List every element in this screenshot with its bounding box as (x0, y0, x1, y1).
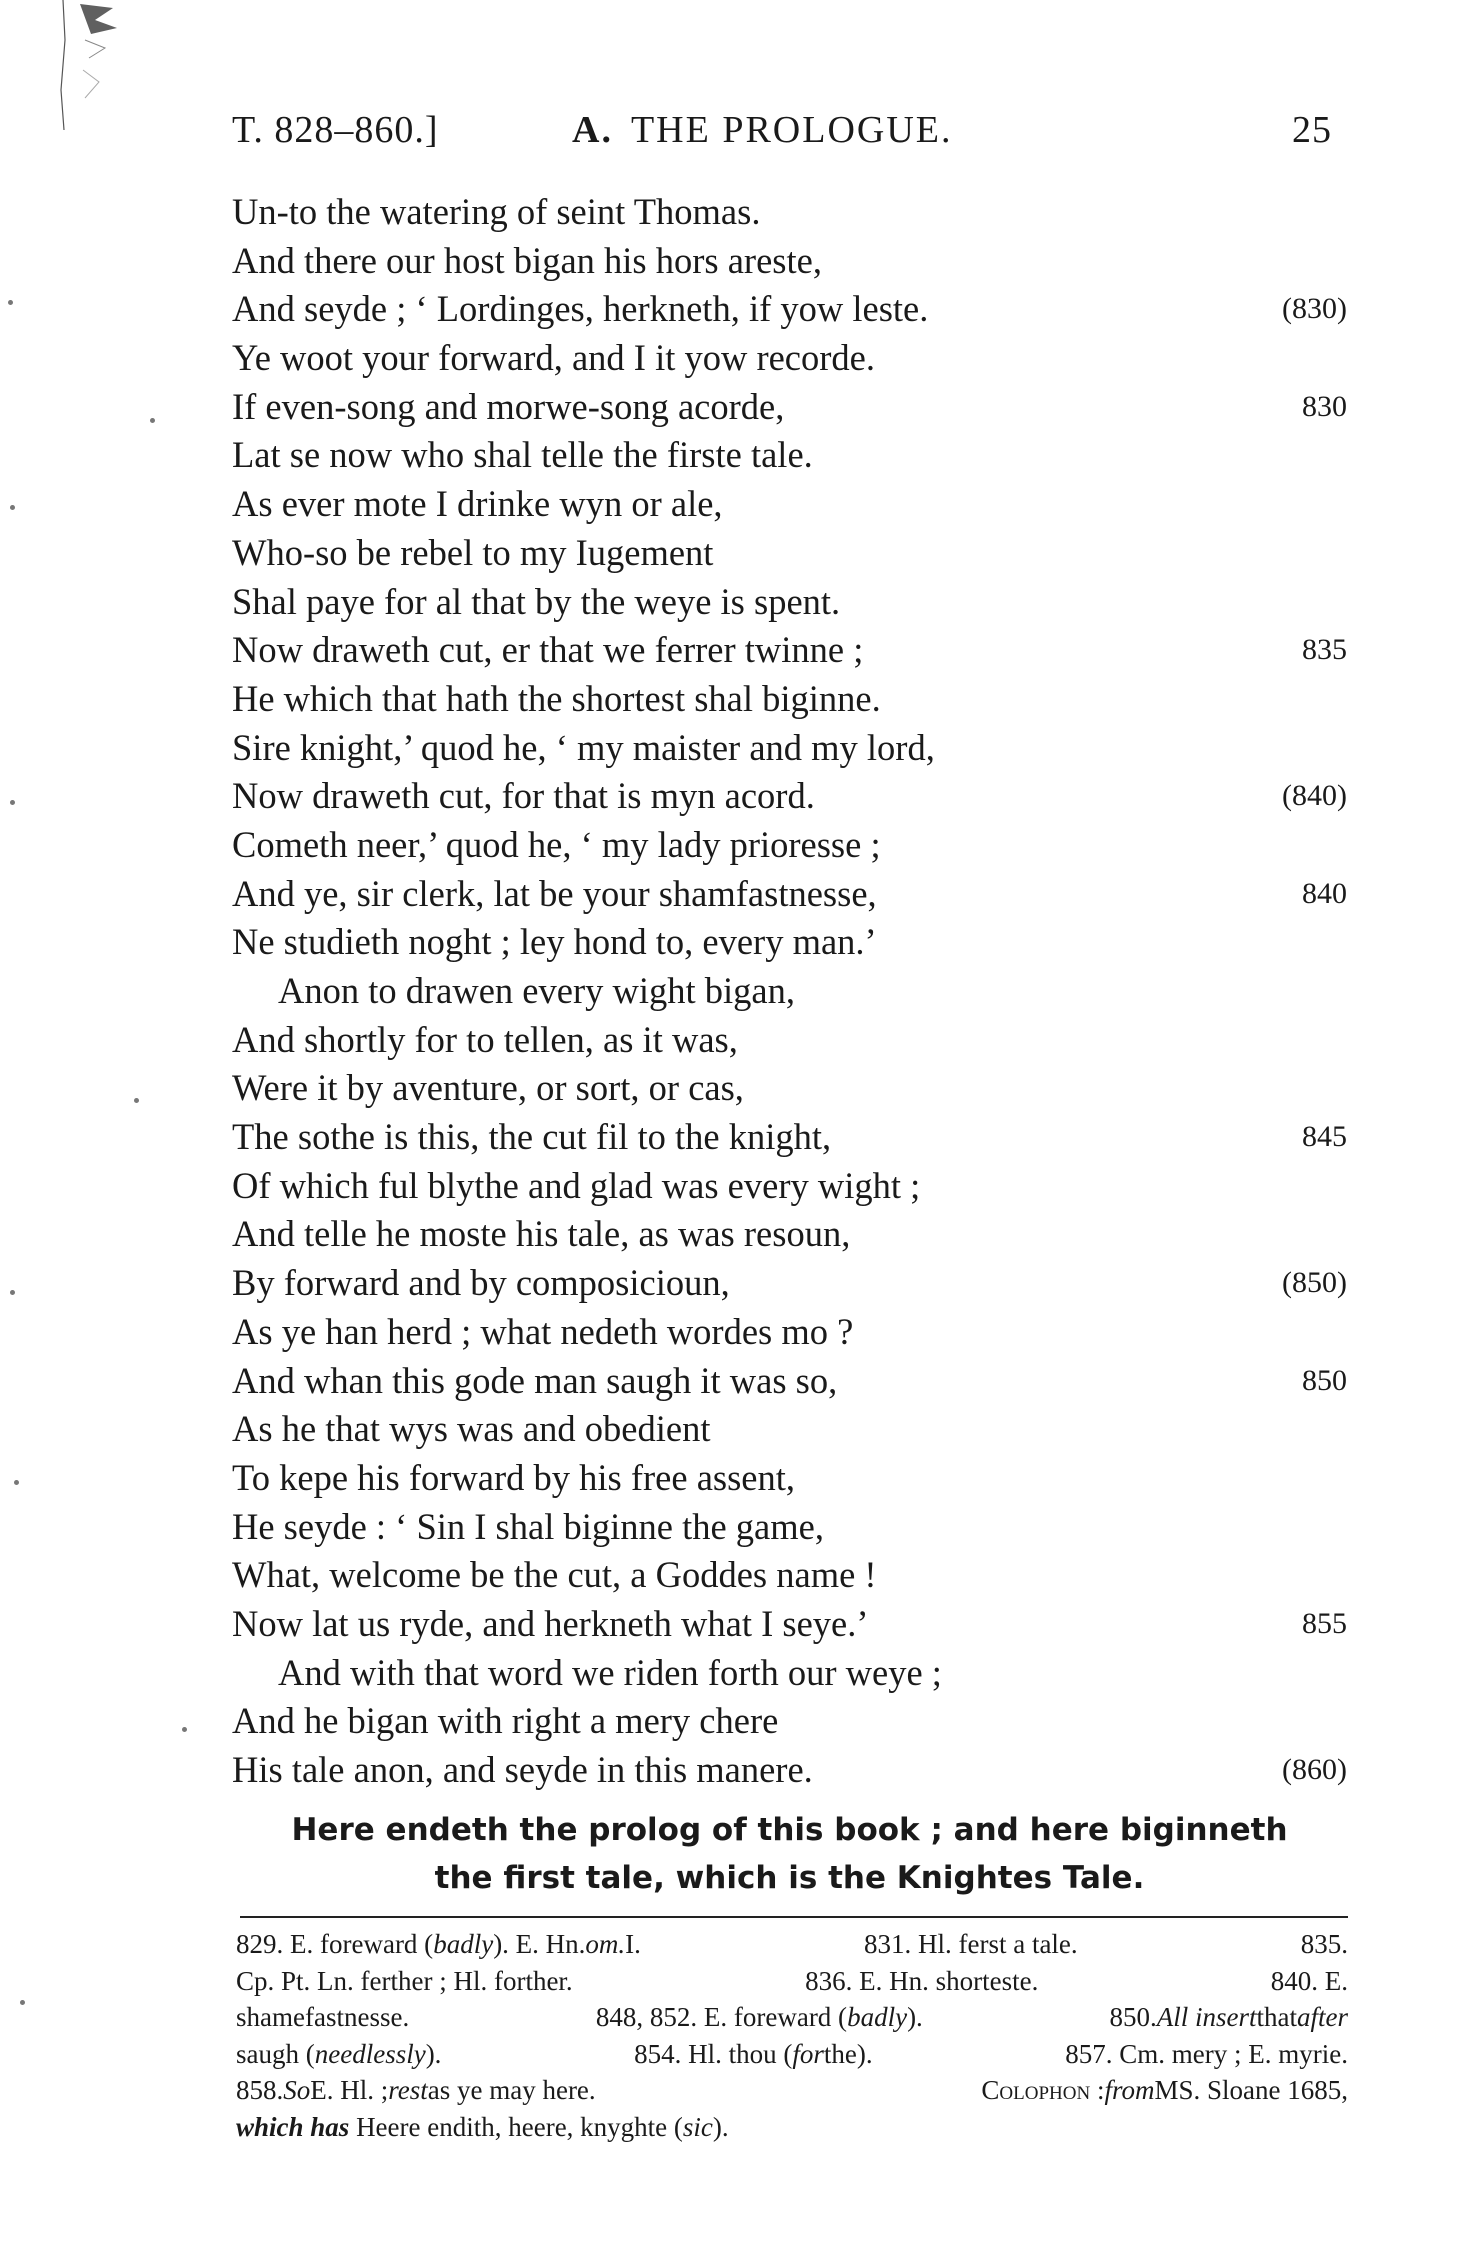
verse-line (232, 918, 1347, 967)
header-line-range: T. 828–860.] (232, 109, 439, 151)
verse-line-text: He seyde : ‘ Sin I shal biginne the game, (232, 1505, 824, 1547)
verse-line-text: To kepe his forward by his free assent, (232, 1456, 796, 1498)
page-number: 25 (1292, 109, 1332, 151)
verse-line-text: By forward and by composicioun, (232, 1262, 730, 1304)
line-number: 835 (1302, 633, 1347, 667)
verse-line-text: Lat se now who shal telle the firste tale. (232, 434, 813, 476)
note-line: Cp. Pt. Ln. ferther ; Hl. forther. 836. E. Hn. shorteste. 840. E. (236, 1965, 1348, 1996)
colophon-line-2: the first tale, which is the Knightes Tale. (434, 1860, 1145, 1896)
margin-speck (10, 1290, 15, 1295)
verse-line (232, 1454, 1347, 1503)
verse-line-text: Ye woot your forward, and I it yow recorde. (232, 337, 875, 379)
line-number: (840) (1282, 779, 1347, 813)
verse-line (232, 529, 1347, 578)
note-line: saugh (needlessly). 854. Hl. thou (forthe). 857. Cm. mery ; E. myrie. (236, 2038, 1348, 2069)
note-line: which has Heere endith, heere, knyghte (sic). (236, 2111, 729, 2142)
verse-line-text: He which that hath the shortest shal biginne. (232, 677, 881, 719)
verse-line-text: Of which ful blythe and glad was every wight ; (232, 1164, 921, 1206)
verse-line-text: As ever mote I drinke wyn or ale, (232, 483, 723, 525)
verse-line (232, 1746, 1347, 1795)
verse-line-text: As he that wys was and obedient (232, 1408, 711, 1450)
header-section-letter: A. (572, 109, 613, 151)
verse-line-text: Who-so be rebel to my Iugement (232, 531, 714, 573)
verse-line-text: And there our host bigan his hors areste, (232, 239, 822, 281)
verse-line-text: Now draweth cut, for that is myn acord. (232, 775, 815, 817)
verse-line (232, 578, 1347, 627)
verse-block (232, 188, 1347, 1795)
verse-line (232, 1503, 1347, 1552)
verse-line (232, 334, 1347, 383)
margin-speck (8, 300, 13, 305)
line-number: (850) (1282, 1266, 1347, 1300)
margin-speck (134, 1098, 139, 1103)
margin-speck (14, 1480, 19, 1485)
line-number: 830 (1302, 389, 1347, 423)
verse-line-text: And seyde ; ‘ Lordinges, herkneth, if yow leste. (232, 288, 929, 330)
verse-line-text: Shal paye for al that by the weye is spent. (232, 580, 841, 622)
header-title: THE PROLOGUE. (630, 109, 953, 151)
verse-line (232, 675, 1347, 724)
line-number: (830) (1282, 292, 1347, 326)
note-line: 858.SoE. Hl. ;restas ye may here. Colophon :fromMS. Sloane 1685, (236, 2075, 1348, 2105)
verse-line-text: Anon to drawen every wight bigan, (278, 970, 795, 1011)
verse-line-text: Ne studieth noght ; ley hond to, every man.’ (232, 921, 877, 963)
verse-line (232, 1308, 1347, 1357)
verse-line-text: And shortly for to tellen, as it was, (232, 1018, 738, 1060)
verse-line-text: And with that word we riden forth our weye ; (278, 1651, 942, 1693)
colophon-line-1: Here endeth the prolog of this book ; and here biginneth (291, 1812, 1288, 1848)
footnote-divider (240, 1916, 1348, 1918)
verse-line (232, 1551, 1347, 1600)
verse-line (232, 1600, 1347, 1649)
line-number: 845 (1302, 1120, 1347, 1154)
line-number: 855 (1302, 1606, 1347, 1640)
verse-line (232, 626, 1347, 675)
note-line: shamefastnesse. 848, 852. E. foreward (badly). 850.All insertthatafter (236, 2002, 1348, 2032)
verse-line (232, 1357, 1347, 1406)
line-number: 850 (1302, 1363, 1347, 1397)
verse-line-text: Were it by aventure, or sort, or cas, (232, 1067, 744, 1109)
verse-line-text: Now lat us ryde, and herkneth what I seye.’ (232, 1602, 869, 1644)
verse-line-text: As ye han herd ; what nedeth wordes mo ? (232, 1310, 854, 1352)
verse-line (232, 772, 1347, 821)
verse-line-text: Now draweth cut, er that we ferrer twinne ; (232, 629, 864, 671)
verse-line-text: And telle he moste his tale, as was resoun, (232, 1213, 851, 1255)
verse-line (232, 967, 1347, 1016)
verse-line-text: If even-song and morwe-song acorde, (232, 385, 785, 427)
note-line: 829. E. foreward (badly). E. Hn.om.I. 831. Hl. ferst a tale. 835. (236, 1929, 1348, 1959)
verse-line-text: Cometh neer,’ quod he, ‘ my lady prioresse ; (232, 823, 881, 865)
verse-line-text: Un-to the watering of seint Thomas. (232, 191, 761, 232)
verse-line (232, 383, 1347, 432)
running-header (232, 108, 1342, 152)
margin-speck (150, 418, 155, 423)
verse-line (232, 188, 1347, 237)
header-title-block (572, 108, 953, 152)
line-number: (860) (1282, 1753, 1347, 1786)
verse-line (232, 870, 1347, 919)
line-number: 840 (1302, 876, 1347, 910)
verse-line (232, 1697, 1347, 1746)
verse-line (232, 1016, 1347, 1065)
verse-line-text: The sothe is this, the cut fil to the knight, (232, 1116, 832, 1158)
verse-line (232, 237, 1347, 286)
verse-line-text: And he bigan with right a mery chere (232, 1700, 779, 1742)
verse-line (232, 724, 1347, 773)
verse-line (232, 285, 1347, 334)
verse-line (232, 1259, 1347, 1308)
margin-speck (10, 505, 15, 510)
colophon (232, 1806, 1347, 1902)
margin-speck (10, 800, 15, 805)
verse-line-text: And whan this gode man saugh it was so, (232, 1359, 838, 1401)
verse-line (232, 1113, 1347, 1162)
verse-line (232, 1210, 1347, 1259)
verse-line (232, 1064, 1347, 1113)
verse-line (232, 1649, 1347, 1698)
verse-line-text: What, welcome be the cut, a Goddes name ! (232, 1554, 877, 1596)
verse-line (232, 480, 1347, 529)
verse-line (232, 821, 1347, 870)
verse-line-text: And ye, sir clerk, lat be your shamfastnesse, (232, 872, 877, 914)
margin-speck (182, 1727, 187, 1732)
verse-line (232, 431, 1347, 480)
verse-line-text: His tale anon, and seyde in this manere. (232, 1749, 813, 1790)
textual-notes (236, 1926, 1348, 2145)
margin-speck (20, 2000, 25, 2005)
verse-line-text: Sire knight,’ quod he, ‘ my maister and my lord, (232, 726, 935, 768)
verse-line (232, 1405, 1347, 1454)
verse-line (232, 1162, 1347, 1211)
scan-artifact-mark (55, 0, 125, 130)
